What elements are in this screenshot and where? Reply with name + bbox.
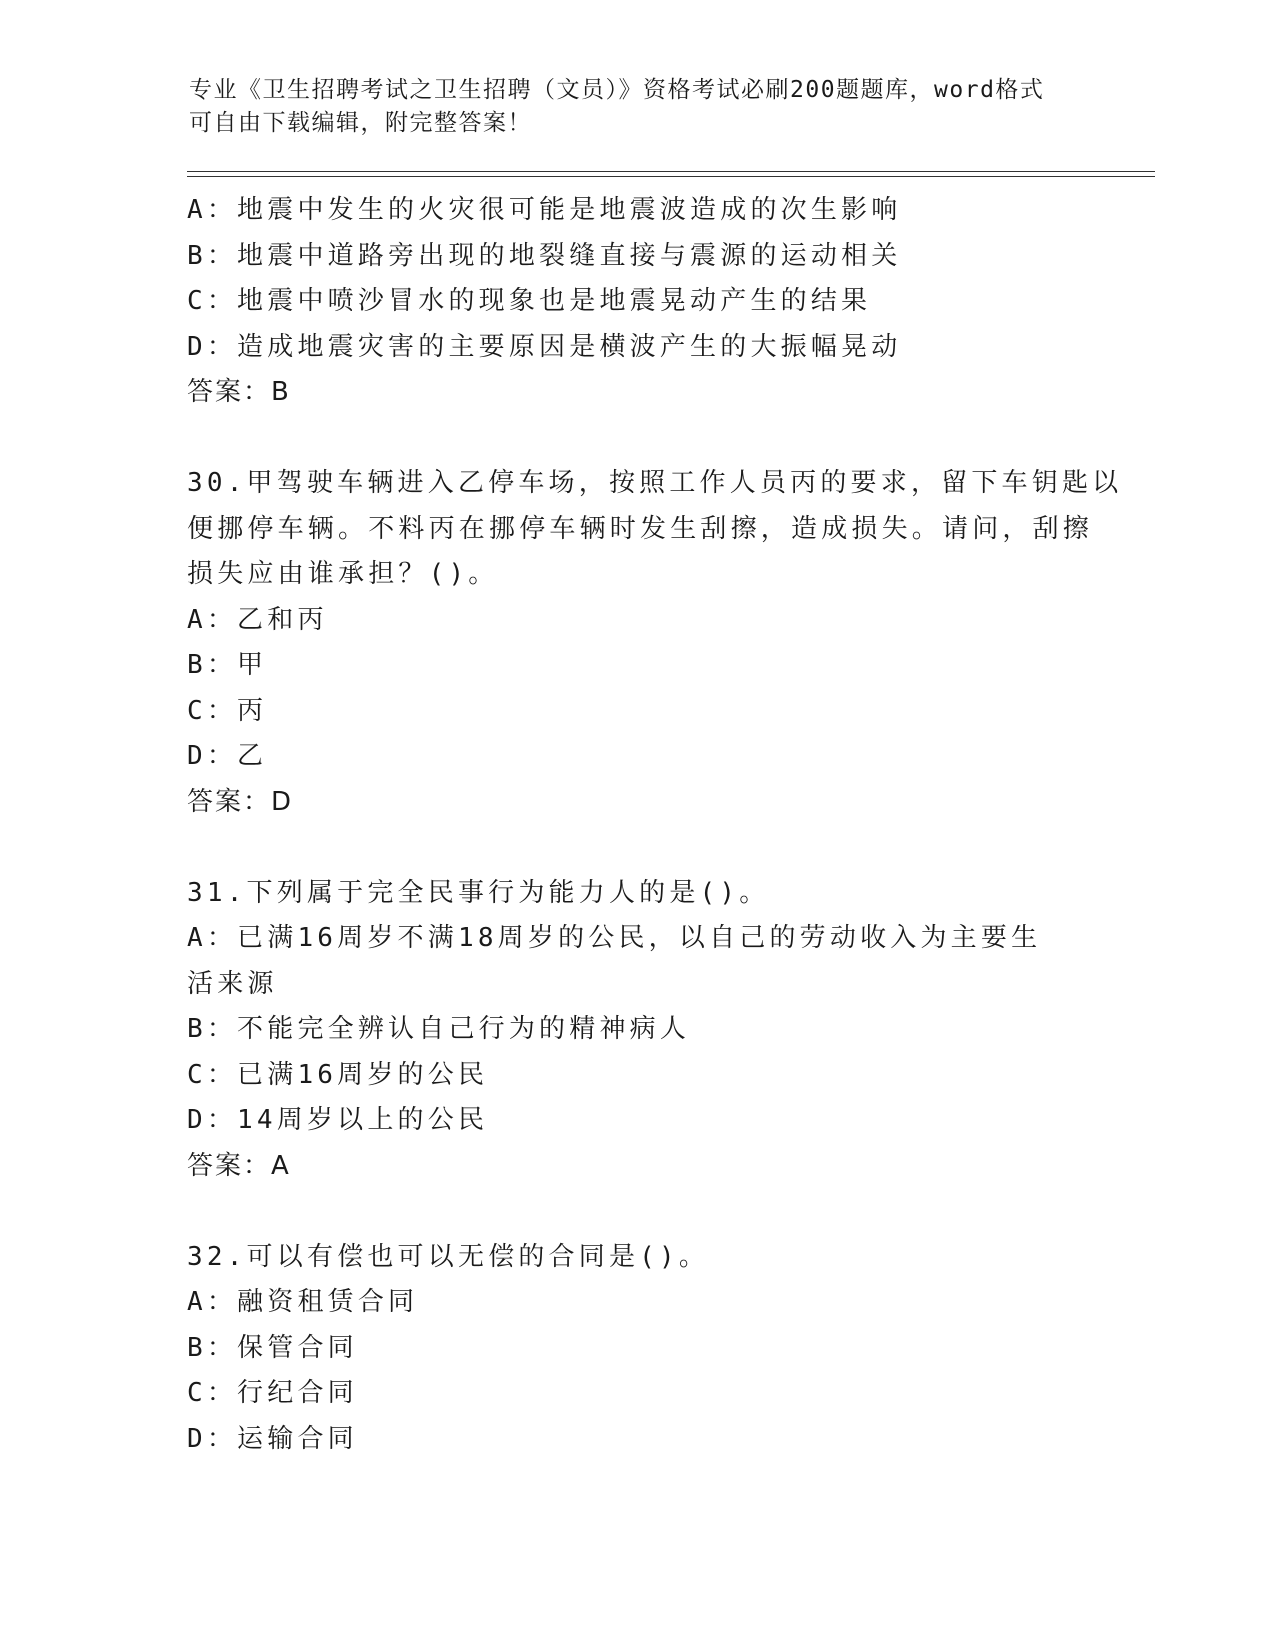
question-stem: 32.可以有偿也可以无偿的合同是()。	[187, 1241, 710, 1272]
question-stem: 31.下列属于完全民事行为能力人的是()。	[187, 877, 770, 908]
option-a: A：融资租赁合同	[187, 1287, 419, 1317]
header-divider-bottom	[187, 176, 1155, 177]
option-d: D：造成地震灾害的主要原因是横波产生的大振幅晃动	[187, 331, 902, 362]
question-32	[187, 1235, 1087, 1463]
question-stem-line-1: 30.甲驾驶车辆进入乙停车场，按照工作人员丙的要求，留下车钥匙以	[187, 468, 1123, 498]
header-divider-top	[187, 171, 1155, 172]
option-a: A：已满16周岁不满18周岁的公民，以自己的劳动收入为主要生活来源	[187, 923, 1042, 999]
option-d: D：14周岁以上的公民	[187, 1105, 489, 1135]
option-b: B：甲	[187, 650, 268, 680]
option-b: B：保管合同	[187, 1332, 358, 1363]
option-c: C：已满16周岁的公民	[187, 1059, 489, 1090]
header-line-1: 专业《卫生招聘考试之卫生招聘（文员）》资格考试必刷200题题库，word格式	[189, 77, 1045, 103]
option-a: A：地震中发生的火灾很可能是地震波造成的次生影响	[187, 195, 902, 225]
option-c: C：地震中喷沙冒水的现象也是地震晃动产生的结果	[187, 286, 872, 316]
question-stem-line-3: 损失应由谁承担？()。	[187, 559, 499, 589]
option-b: B：地震中道路旁出现的地裂缝直接与震源的运动相关	[187, 240, 902, 271]
answer-line: 答案：A	[187, 1150, 291, 1181]
option-d: D：乙	[187, 741, 268, 771]
option-c: C：行纪合同	[187, 1378, 358, 1408]
question-31	[187, 871, 1087, 1190]
question-stem-line-2: 便挪停车辆。不料丙在挪停车辆时发生刮擦，造成损失。请问，刮擦	[187, 513, 1094, 544]
option-b: B：不能完全辨认自己行为的精神病人	[187, 1014, 691, 1044]
option-c: C：丙	[187, 695, 268, 726]
option-d: D：运输合同	[187, 1423, 358, 1454]
question-list	[187, 188, 1123, 1462]
answer-line: 答案：B	[187, 377, 291, 407]
question-30	[187, 461, 1123, 825]
question-29	[187, 188, 1087, 416]
header-line-2: 可自由下载编辑，附完整答案！	[189, 110, 532, 136]
document-header	[189, 74, 1089, 140]
answer-line: 答案：D	[187, 786, 294, 817]
option-a: A：乙和丙	[187, 604, 328, 635]
